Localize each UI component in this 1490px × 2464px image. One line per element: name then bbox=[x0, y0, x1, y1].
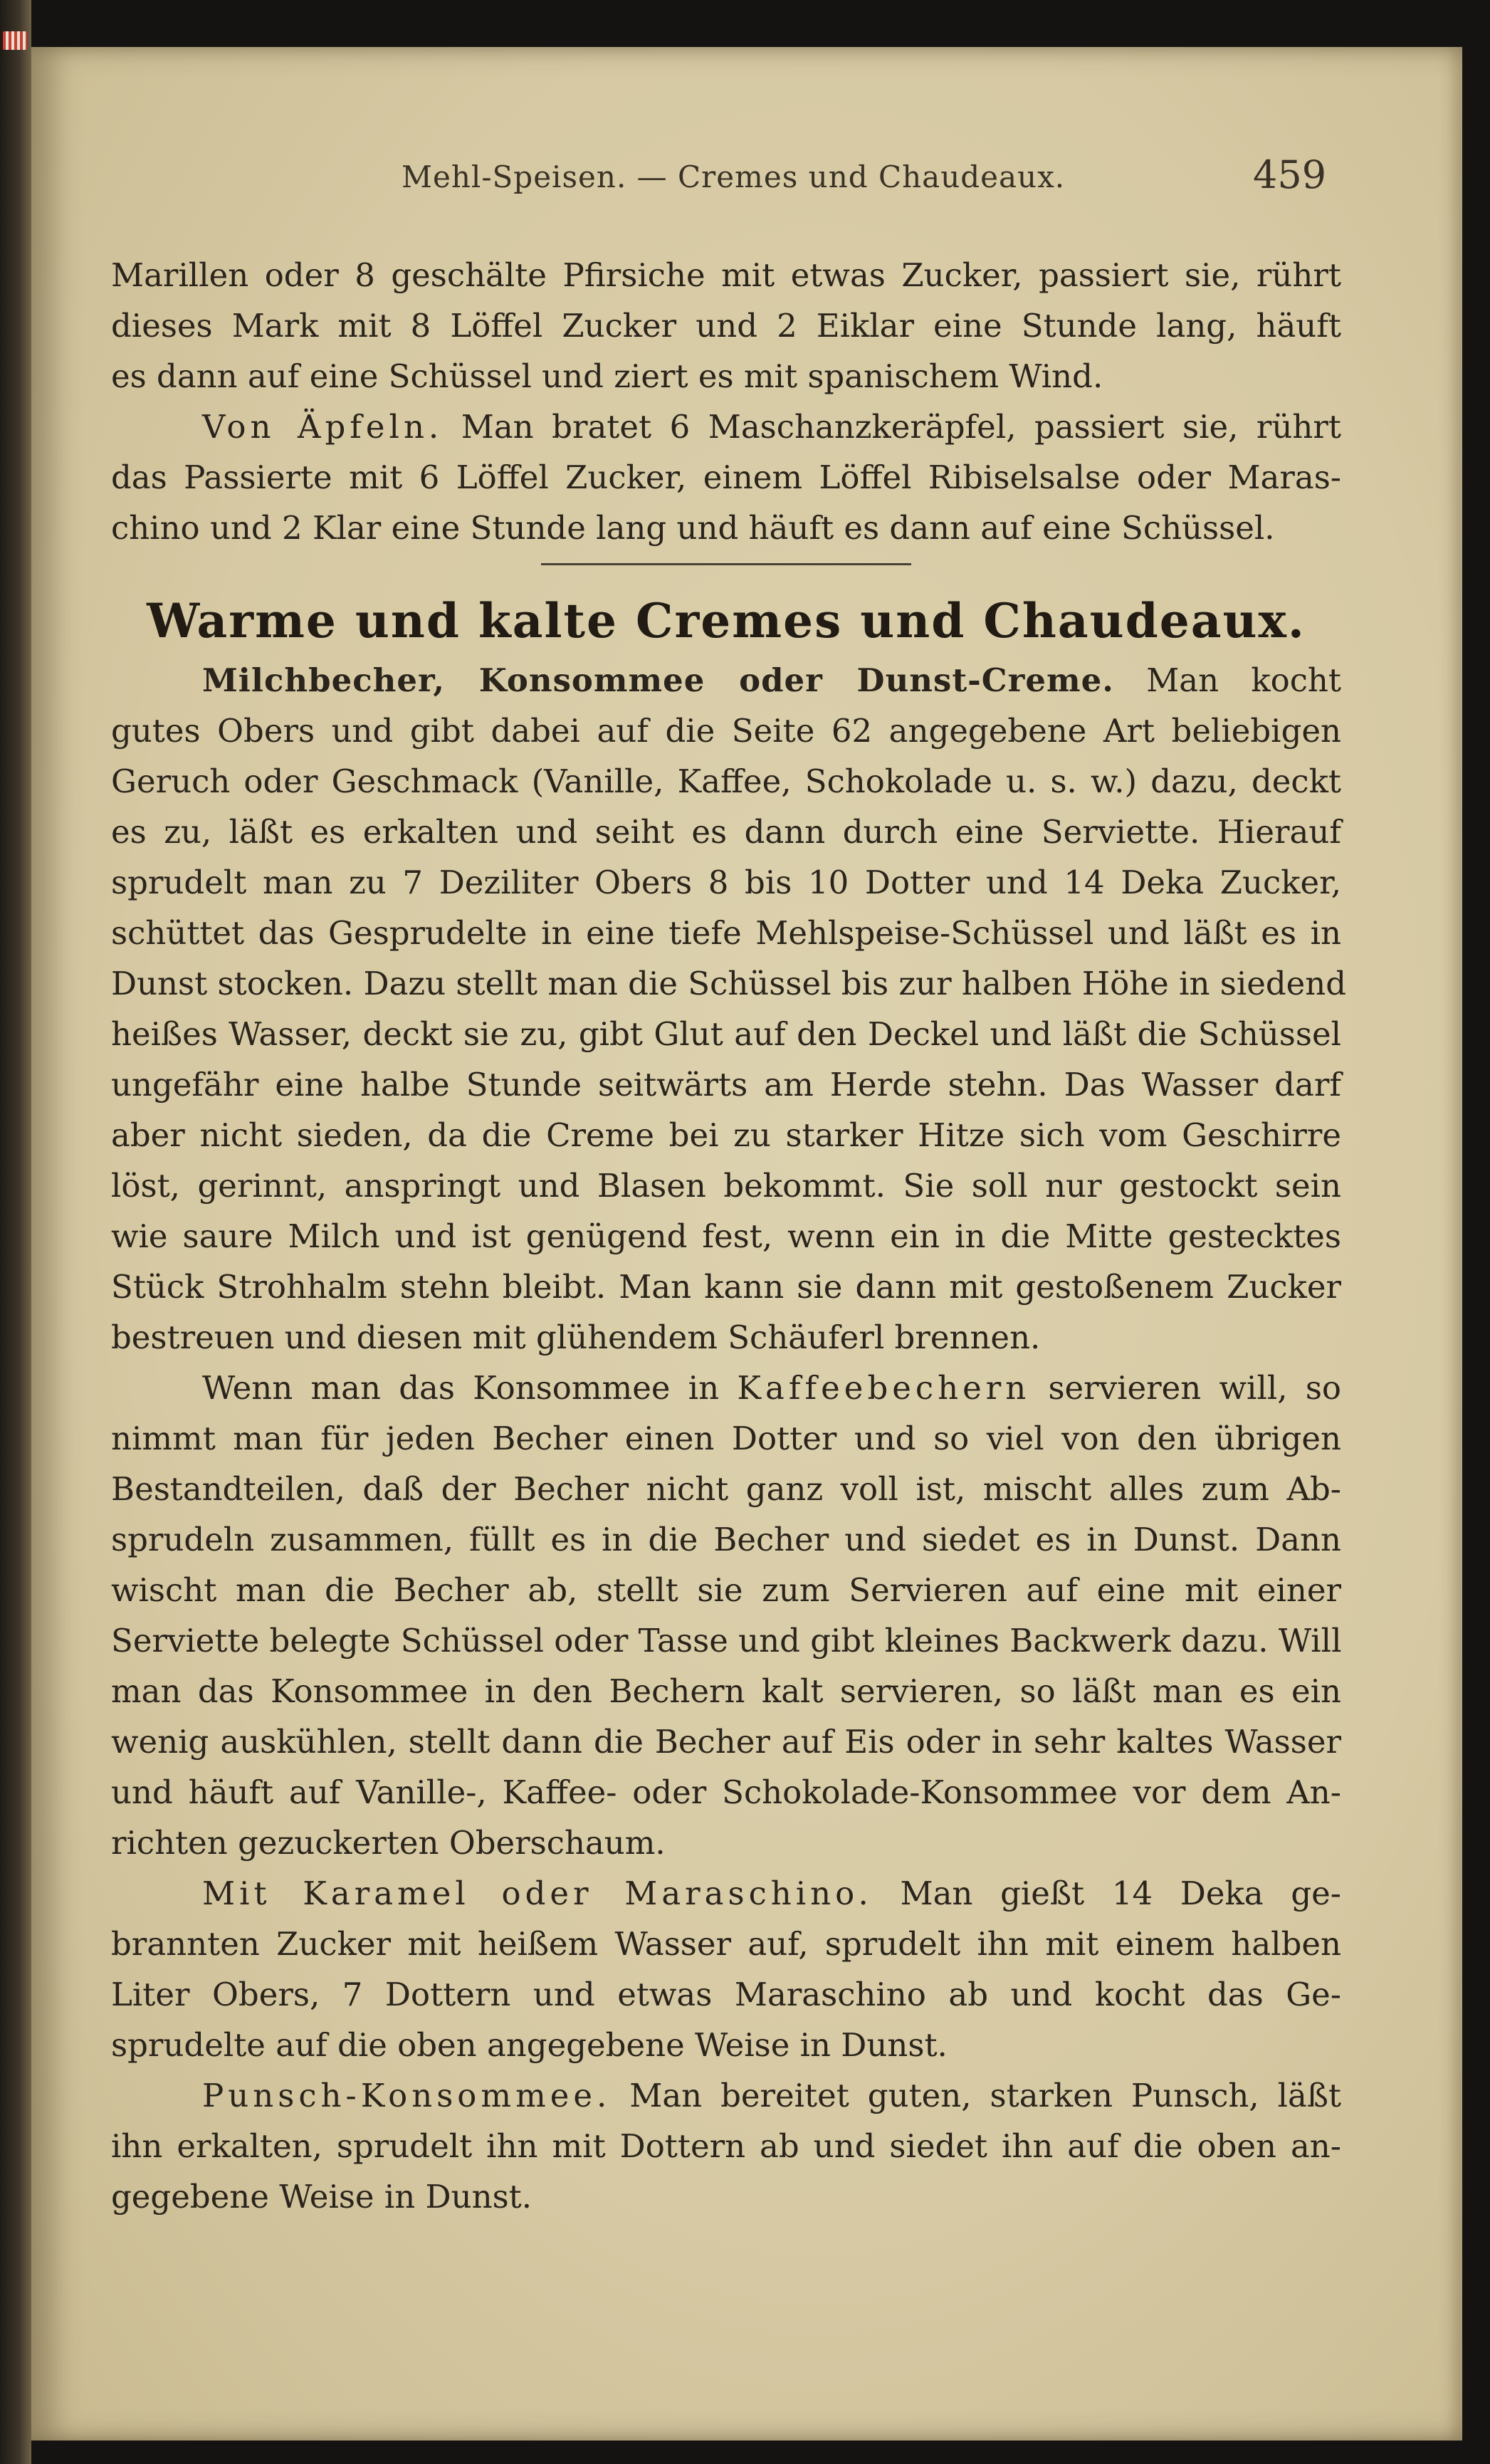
text-line: das Passierte mit 6 Löffel Zucker, einem Löffel Ribiselsalse oder Maras- bbox=[111, 458, 1341, 496]
text-line: richten gezuckerten Oberschaum. bbox=[111, 1824, 666, 1862]
recipe-subhead: Milchbecher, Konsommee oder Dunst-Creme. bbox=[202, 661, 1114, 699]
text-line: Bestandteilen, daß der Becher nicht ganz voll ist, mischt alles zum Ab- bbox=[111, 1470, 1341, 1508]
text-span: Man bereitet guten, starken Punsch, läßt bbox=[611, 2077, 1341, 2114]
text-line: Serviette belegte Schüssel oder Tasse und gibt kleines Backwerk dazu. Will bbox=[111, 1622, 1342, 1660]
text-line bbox=[111, 2070, 1341, 2121]
text-span: servieren will, so bbox=[1030, 1369, 1342, 1407]
page-number: 459 bbox=[1253, 152, 1327, 197]
text-line bbox=[111, 1363, 1341, 1413]
text-line: ungefähr eine halbe Stunde seitwärts am Herde stehn. Das Wasser darf bbox=[111, 1066, 1341, 1103]
text-line: löst, gerinnt, anspringt und Blasen bekommt. Sie soll nur gestockt sein bbox=[111, 1167, 1341, 1205]
text-line: Marillen oder 8 geschälte Pfirsiche mit etwas Zucker, passiert sie, rührt bbox=[111, 256, 1341, 294]
text-line: gegebene Weise in Dunst. bbox=[111, 2178, 532, 2216]
text-span: Man bratet 6 Maschanzkeräpfel, passiert sie, rührt bbox=[443, 408, 1342, 446]
recipe-lead: Mit Karamel oder Maraschino. bbox=[202, 1875, 873, 1912]
text-span: Man kocht bbox=[1113, 661, 1342, 699]
recipe-lead: Von Äpfeln. bbox=[202, 408, 444, 446]
text-line: Stück Strohhalm stehn bleibt. Man kann sie dann mit gestoßenem Zucker bbox=[111, 1268, 1341, 1306]
text-line: Liter Obers, 7 Dottern und etwas Maraschino ab und kocht das Ge- bbox=[111, 1976, 1341, 2013]
text-line bbox=[111, 655, 1341, 706]
text-line: man das Konsommee in den Bechern kalt servieren, so läßt man es ein bbox=[111, 1672, 1341, 1710]
running-head: Mehl-Speisen. — Cremes und Chaudeaux. bbox=[402, 159, 1066, 194]
text-span: Man gießt 14 Deka ge- bbox=[872, 1875, 1341, 1912]
text-line: nimmt man für jeden Becher einen Dotter und so viel von den übrigen bbox=[111, 1420, 1341, 1457]
text-line: es dann auf eine Schüssel und ziert es mit spanischem Wind. bbox=[111, 357, 1103, 395]
text-line: dieses Mark mit 8 Löffel Zucker und 2 Eiklar eine Stunde lang, häuft bbox=[111, 307, 1341, 345]
text-line: bestreuen und diesen mit glühendem Schäuferl brennen. bbox=[111, 1318, 1041, 1356]
emphasis-span: Kaffeebechern bbox=[737, 1369, 1031, 1407]
text-line: und häuft auf Vanille-, Kaffee- oder Schokolade-Konsommee vor dem An- bbox=[111, 1773, 1341, 1811]
text-line bbox=[111, 1868, 1341, 1919]
text-block bbox=[111, 250, 1347, 2222]
text-line: wenig auskühlen, stellt dann die Becher auf Eis oder in sehr kaltes Wasser bbox=[111, 1723, 1341, 1761]
text-line: wischt man die Becher ab, stellt sie zum Servieren auf eine mit einer bbox=[111, 1571, 1341, 1609]
book-page bbox=[31, 47, 1462, 2441]
text-line: heißes Wasser, deckt sie zu, gibt Glut auf den Deckel und läßt die Schüssel bbox=[111, 1015, 1341, 1053]
section-heading: Warme und kalte Cremes und Chaudeaux. bbox=[147, 593, 1306, 649]
text-line: wie saure Milch und ist genügend fest, wenn ein in die Mitte gestecktes bbox=[111, 1217, 1341, 1255]
text-line: sprudelt man zu 7 Deziliter Obers 8 bis 10 Dotter und 14 Deka Zucker, bbox=[111, 864, 1341, 901]
text-line: Dunst stocken. Dazu stellt man die Schüssel bis zur halben Höhe in siedend bbox=[111, 965, 1347, 1002]
text-line bbox=[111, 402, 1341, 452]
text-line: brannten Zucker mit heißem Wasser auf, sprudelt ihn mit einem halben bbox=[111, 1925, 1341, 1963]
text-span: Wenn man das Konsommee in bbox=[202, 1369, 738, 1407]
text-line: Geruch oder Geschmack (Vanille, Kaffee, Schokolade u. s. w.) dazu, deckt bbox=[111, 762, 1341, 800]
text-line: gutes Obers und gibt dabei auf die Seite 62 angegebene Art beliebigen bbox=[111, 712, 1341, 750]
text-line: sprudeln zusammen, füllt es in die Becher und siedet es in Dunst. Dann bbox=[111, 1521, 1341, 1558]
text-line: aber nicht sieden, da die Creme bei zu starker Hitze sich vom Geschirre bbox=[111, 1116, 1341, 1154]
text-line: es zu, läßt es erkalten und seiht es dann durch eine Serviette. Hierauf bbox=[111, 813, 1341, 851]
text-line: chino und 2 Klar eine Stunde lang und häuft es dann auf eine Schüssel. bbox=[111, 509, 1275, 547]
text-line: schüttet das Gesprudelte in eine tiefe Mehlspeise-Schüssel und läßt es in bbox=[111, 914, 1341, 952]
recipe-lead: Punsch-Konsommee. bbox=[202, 2077, 612, 2114]
text-line: ihn erkalten, sprudelt ihn mit Dottern ab und siedet ihn auf die oben an- bbox=[111, 2127, 1341, 2165]
text-line: sprudelte auf die oben angegebene Weise in Dunst. bbox=[111, 2026, 948, 2064]
book-spine bbox=[0, 0, 31, 2464]
section-divider bbox=[541, 563, 911, 565]
bookmark-ribbon bbox=[3, 31, 27, 50]
